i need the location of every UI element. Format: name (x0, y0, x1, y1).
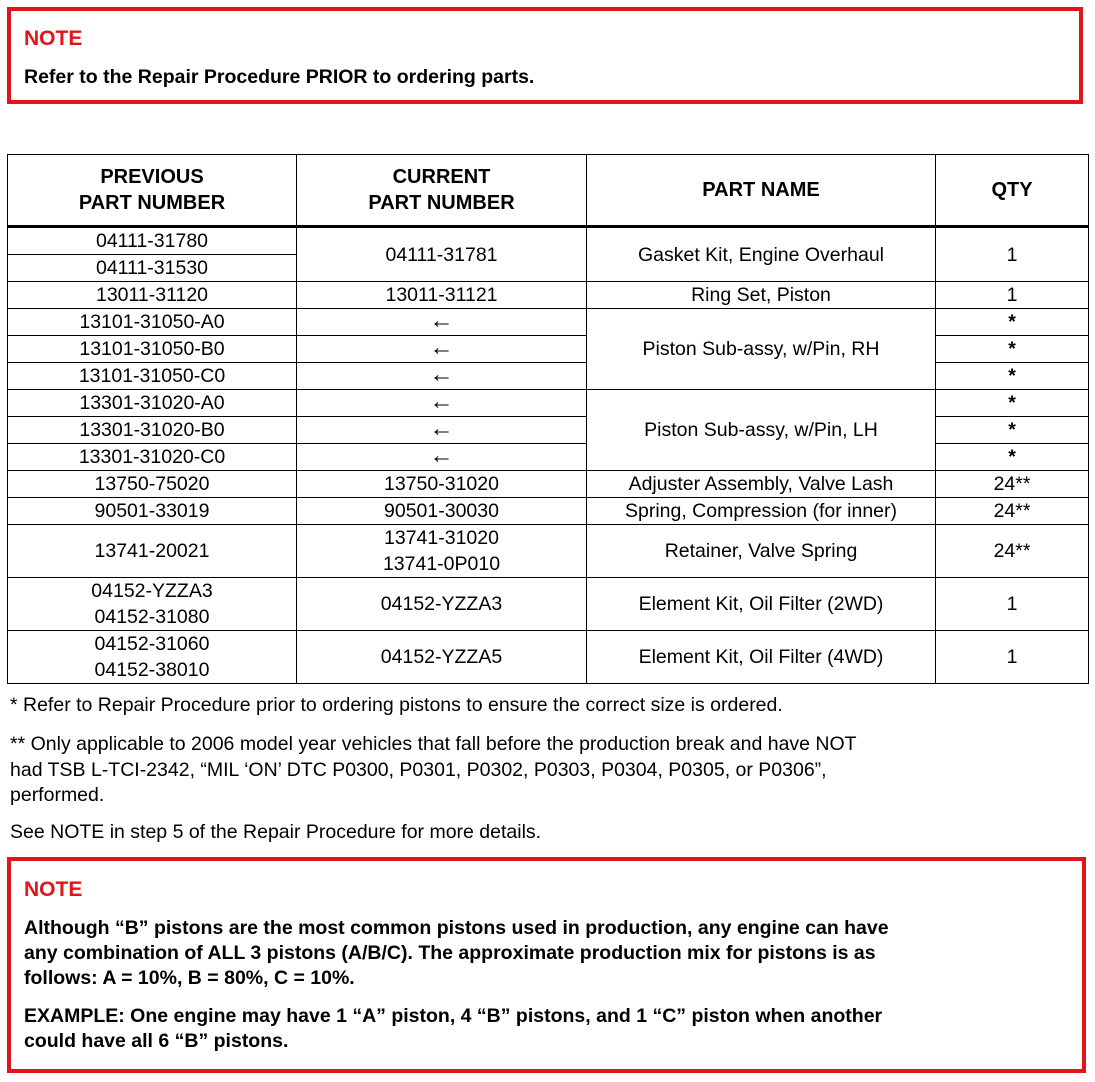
previous-part-number (8, 631, 297, 684)
table-row (8, 390, 1089, 417)
note-line: EXAMPLE: One engine may have 1 “A” piston, 4 “B” pistons, and 1 “C” piston when another (24, 1005, 883, 1027)
current-part-number: 04152-YZZA3 (297, 578, 587, 631)
qty: * (936, 417, 1089, 444)
previous-part-number: 13301-31020-C0 (8, 444, 297, 471)
part-name: Retainer, Valve Spring (587, 525, 936, 578)
qty: * (936, 444, 1089, 471)
table-row (8, 525, 1089, 578)
note-box-top (7, 7, 1083, 104)
previous-part-number: 13301-31020-A0 (8, 390, 297, 417)
previous-part-number: 13101-31050-B0 (8, 336, 297, 363)
header-qty: QTY (936, 155, 1089, 227)
header-part-name: PART NAME (587, 155, 936, 227)
note-box-bottom (7, 857, 1086, 1073)
note-title: NOTE (24, 27, 83, 50)
header-line: PART NUMBER (78, 192, 226, 214)
previous-part-number: 04111-31530 (8, 255, 297, 282)
table-row (8, 282, 1089, 309)
previous-part-number: 04111-31780 (8, 227, 297, 255)
previous-part-number: 13750-75020 (8, 471, 297, 498)
current-part-number: 90501-30030 (297, 498, 587, 525)
header-line: CURRENT (392, 166, 491, 188)
table-row (8, 631, 1089, 684)
previous-part-number: 13301-31020-B0 (8, 417, 297, 444)
header-line: PREVIOUS (100, 166, 204, 188)
qty: 24** (936, 498, 1089, 525)
qty: * (936, 309, 1089, 336)
previous-part-number-line: 04152-YZZA3 (91, 580, 213, 602)
note-text: Refer to the Repair Procedure PRIOR to ordering parts. (24, 66, 535, 88)
footnote-see-note: See NOTE in step 5 of the Repair Procedure for more details. (10, 821, 542, 843)
current-part-number (297, 390, 587, 417)
footnote-line: performed. (10, 784, 105, 806)
note-line: Although “B” pistons are the most common pistons used in production, any engine can have (24, 917, 889, 939)
previous-part-number-line: 04152-38010 (94, 659, 210, 681)
qty: * (936, 363, 1089, 390)
qty: 1 (936, 282, 1089, 309)
note-paragraph-2 (24, 1004, 882, 1054)
left-arrow-icon: ← (429, 334, 454, 361)
previous-part-number: 13101-31050-A0 (8, 309, 297, 336)
parts-table (7, 154, 1089, 684)
current-part-number: 13011-31121 (297, 282, 587, 309)
qty: 1 (936, 578, 1089, 631)
part-name: Piston Sub-assy, w/Pin, LH (587, 390, 936, 471)
part-name: Ring Set, Piston (587, 282, 936, 309)
current-part-number: 13750-31020 (297, 471, 587, 498)
left-arrow-icon: ← (429, 415, 454, 442)
qty: * (936, 336, 1089, 363)
previous-part-number: 13101-31050-C0 (8, 363, 297, 390)
note-paragraph-1 (24, 916, 889, 991)
table-row (8, 471, 1089, 498)
note-line: follows: A = 10%, B = 80%, C = 10%. (24, 967, 355, 989)
note-line: any combination of ALL 3 pistons (A/B/C). The approximate production mix for pistons is as (24, 942, 876, 964)
part-name: Element Kit, Oil Filter (2WD) (587, 578, 936, 631)
part-name: Gasket Kit, Engine Overhaul (587, 227, 936, 282)
table-row (8, 309, 1089, 336)
previous-part-number: 13741-20021 (8, 525, 297, 578)
note-title: NOTE (24, 878, 83, 901)
current-part-number (297, 444, 587, 471)
part-name: Adjuster Assembly, Valve Lash (587, 471, 936, 498)
previous-part-number-line: 04152-31060 (94, 633, 210, 655)
note-line: could have all 6 “B” pistons. (24, 1030, 289, 1052)
left-arrow-icon: ← (429, 307, 454, 334)
previous-part-number: 13011-31120 (8, 282, 297, 309)
part-name: Piston Sub-assy, w/Pin, RH (587, 309, 936, 390)
footnote-star: * Refer to Repair Procedure prior to ordering pistons to ensure the correct size is ordered. (10, 694, 783, 716)
current-part-number: 04111-31781 (297, 227, 587, 282)
left-arrow-icon: ← (429, 442, 454, 469)
current-part-number-line: 13741-0P010 (382, 553, 501, 575)
current-part-number-line: 13741-31020 (384, 527, 499, 549)
qty: 24** (936, 525, 1089, 578)
current-part-number (297, 309, 587, 336)
current-part-number (297, 336, 587, 363)
header-current-part-number (297, 155, 587, 227)
table-row (8, 227, 1089, 255)
left-arrow-icon: ← (429, 361, 454, 388)
current-part-number (297, 363, 587, 390)
current-part-number: 04152-YZZA5 (297, 631, 587, 684)
footnote-line: had TSB L-TCI-2342, “MIL ‘ON’ DTC P0300, P0301, P0302, P0303, P0304, P0305, or P0306”, (10, 758, 827, 781)
part-name: Spring, Compression (for inner) (587, 498, 936, 525)
qty: * (936, 390, 1089, 417)
footnote-line: ** Only applicable to 2006 model year vehicles that fall before the production break and have NOT (10, 733, 857, 755)
left-arrow-icon: ← (429, 388, 454, 415)
part-name: Element Kit, Oil Filter (4WD) (587, 631, 936, 684)
table-row (8, 498, 1089, 525)
qty: 1 (936, 227, 1089, 282)
table-row (8, 578, 1089, 631)
previous-part-number: 90501-33019 (8, 498, 297, 525)
previous-part-number (8, 578, 297, 631)
current-part-number (297, 525, 587, 578)
qty: 1 (936, 631, 1089, 684)
table-header-row (8, 155, 1089, 227)
footnote-double-star (10, 732, 857, 809)
header-line: PART NUMBER (368, 192, 515, 214)
current-part-number (297, 417, 587, 444)
previous-part-number-line: 04152-31080 (94, 606, 210, 628)
qty: 24** (936, 471, 1089, 498)
header-previous-part-number (8, 155, 297, 227)
